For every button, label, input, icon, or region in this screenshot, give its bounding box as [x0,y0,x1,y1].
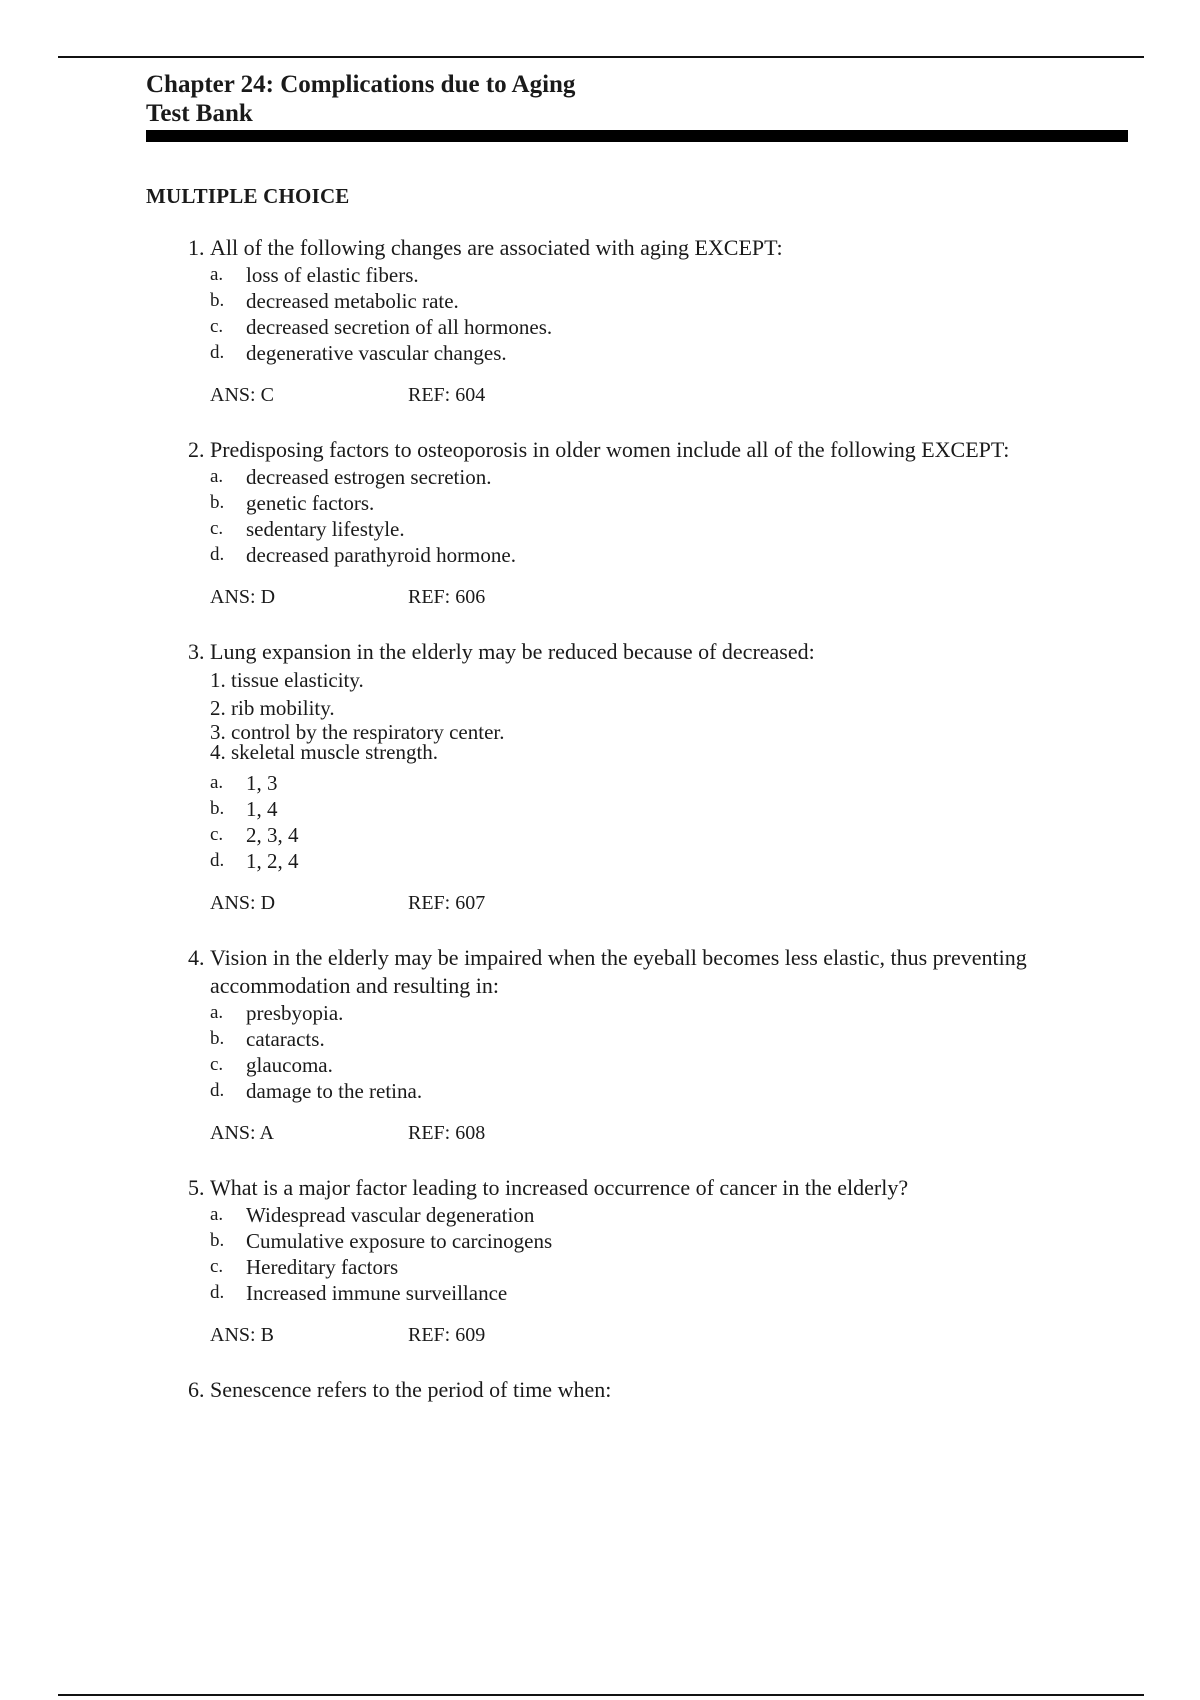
answer-option [146,1026,1146,1052]
top-rule [58,56,1144,58]
answer-option [146,1280,1146,1306]
option-text: sedentary lifestyle. [246,517,405,541]
option-text: decreased estrogen secretion. [246,465,492,489]
option-text: decreased secretion of all hormones. [246,315,553,339]
option-letter: d. [210,850,225,871]
option-text: damage to the retina. [246,1079,423,1103]
option-letter: a. [210,1002,224,1023]
answer-key [146,890,1146,916]
answer-key [146,584,1146,610]
question-number: 3. [188,639,205,664]
option-text: 1, 4 [246,797,278,821]
option-letter: d. [210,1080,225,1101]
answer-label: ANS: D [210,586,276,608]
question-list [146,234,1146,1432]
statement-item: 3. control by the respiratory center. [210,720,505,744]
statement-item: 4. skeletal muscle strength. [210,740,439,764]
option-letter: c. [210,316,224,337]
reference-label: REF: 607 [408,892,486,914]
question-6 [146,1376,1146,1404]
option-letter: a. [210,1204,224,1225]
chapter-title: Chapter 24: Complications due to Aging [146,71,576,98]
bottom-rule [58,1694,1144,1696]
question-text: Senescence refers to the period of time when: [210,1377,612,1402]
question-1 [146,234,1146,408]
answer-option [146,1052,1146,1078]
answer-option [146,288,1146,314]
option-letter: b. [210,798,225,819]
question-text: All of the following changes are associated with aging EXCEPT: [210,235,783,260]
answer-option [146,1254,1146,1280]
answer-option [146,490,1146,516]
answer-option [146,516,1146,542]
answer-option [146,1202,1146,1228]
question-number: 4. [188,945,205,970]
answer-option [146,1078,1146,1104]
document-header [146,70,1128,142]
statement-item: 1. tissue elasticity. [210,668,364,692]
answer-key [146,1120,1146,1146]
answer-option [146,314,1146,340]
reference-label: REF: 604 [408,384,486,406]
answer-label: ANS: C [210,384,274,406]
question-text: What is a major factor leading to increased occurrence of cancer in the elderly? [210,1175,909,1200]
option-text: glaucoma. [246,1053,333,1077]
option-letter: b. [210,1028,225,1049]
option-text: presbyopia. [246,1001,344,1025]
option-letter: c. [210,518,224,539]
statement-item: 2. rib mobility. [210,696,335,720]
option-letter: d. [210,1282,225,1303]
option-text: decreased metabolic rate. [246,289,459,313]
option-letter: b. [210,492,225,513]
answer-option [146,796,1146,822]
answer-option [146,464,1146,490]
question-4 [146,944,1146,1146]
question-number: 6. [188,1377,205,1402]
option-text: Hereditary factors [246,1255,399,1279]
section-title: MULTIPLE CHOICE [146,184,350,208]
option-text: 2, 3, 4 [246,823,299,847]
option-letter: c. [210,824,224,845]
question-5 [146,1174,1146,1348]
answer-option [146,822,1146,848]
option-letter: a. [210,466,224,487]
option-letter: d. [210,342,225,363]
answer-key [146,382,1146,408]
question-number: 1. [188,235,205,260]
option-text: cataracts. [246,1027,325,1051]
answer-label: ANS: D [210,892,276,914]
option-text: degenerative vascular changes. [246,341,507,365]
answer-option [146,1000,1146,1026]
question-number: 2. [188,437,205,462]
answer-option [146,262,1146,288]
option-text: decreased parathyroid hormone. [246,543,516,567]
option-text: genetic factors. [246,491,375,515]
option-letter: c. [210,1054,224,1075]
answer-option [146,542,1146,568]
option-text: Widespread vascular degeneration [246,1203,535,1227]
answer-option [146,1228,1146,1254]
answer-option [146,848,1146,874]
option-text: Cumulative exposure to carcinogens [246,1229,553,1253]
question-text: Lung expansion in the elderly may be reduced because of decreased: [210,639,815,664]
document-subtitle: Test Bank [146,100,253,127]
reference-label: REF: 608 [408,1122,486,1144]
option-letter: d. [210,544,225,565]
option-letter: b. [210,290,225,311]
question-3 [146,638,1146,916]
answer-key [146,1322,1146,1348]
option-text: 1, 3 [246,771,278,795]
option-text: 1, 2, 4 [246,849,299,873]
option-letter: a. [210,264,224,285]
option-text: Increased immune surveillance [246,1281,508,1305]
question-text: Predisposing factors to osteoporosis in older women include all of the following EXCEPT: [210,437,1010,462]
question-text: Vision in the elderly may be impaired when the eyeball becomes less elastic, thus preventing accommodation and resulting in: [210,945,1027,998]
answer-label: ANS: B [210,1324,274,1346]
option-text: loss of elastic fibers. [246,263,419,287]
option-letter: a. [210,772,224,793]
answer-option [146,340,1146,366]
header-divider [146,130,1128,142]
question-number: 5. [188,1175,205,1200]
reference-label: REF: 606 [408,586,486,608]
question-2 [146,436,1146,610]
answer-option [146,770,1146,796]
option-letter: b. [210,1230,225,1251]
answer-label: ANS: A [210,1122,274,1144]
option-letter: c. [210,1256,224,1277]
reference-label: REF: 609 [408,1324,486,1346]
